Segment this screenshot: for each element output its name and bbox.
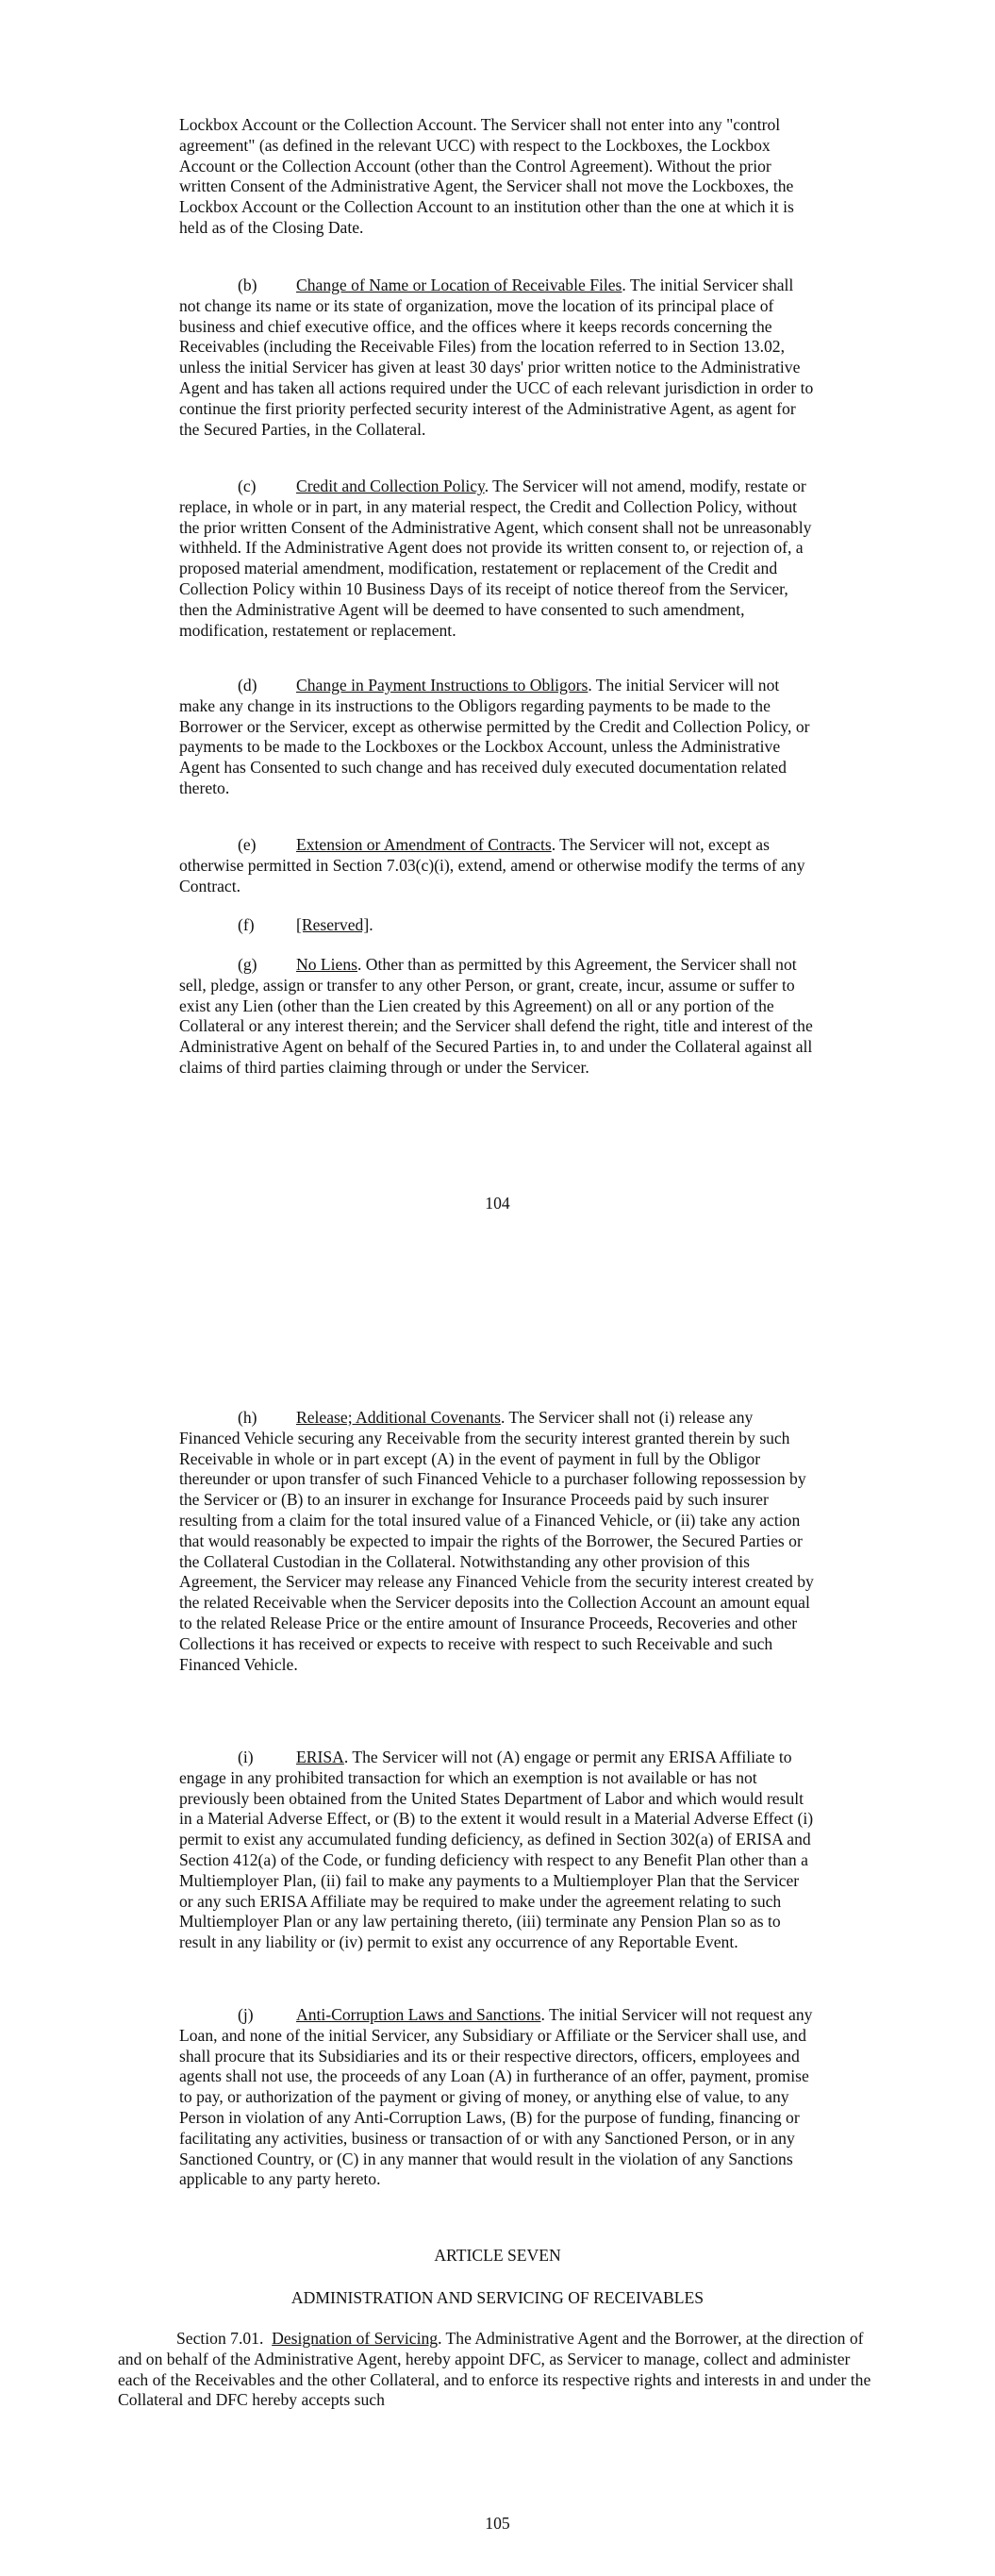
clause-e-text: . The Servicer will not, except as otherwise permitted in Section 7.03(c)(i), extend, amend or otherwise modify the terms of any Contract. (179, 835, 805, 895)
clause-e-heading: Extension or Amendment of Contracts (296, 835, 552, 854)
section-7-01-label: Section 7.01. (176, 2329, 264, 2348)
clause-d-text: . The initial Servicer will not make any change in its instructions to the Obligors regarding payments to be made to the Borrower or the Servicer, except as otherwise permitted by the Credit and Collection Policy, or payments to be made to the Lockboxes or the Lockbox Account, unless the Administrative Agent has Consented to such change and has received duly executed documentation related thereto. (179, 676, 810, 797)
clause-g-heading: No Liens (296, 955, 357, 974)
clause-b-text: . The initial Servicer shall not change its name or its state of organization, move the location of its principal place of business and chief executive office, and the offices where it keeps records concerning the Receivables (including the Receivable Files) from the location referred to in Section 13.02, unless the initial Servicer has given at least 30 days' prior written notice to the Administrative Agent and has taken all actions required under the UCC of each relevant jurisdiction in order to continue the first priority perfected security interest of the Administrative Agent, as agent for the Secured Parties, in the Collateral. (179, 276, 814, 439)
clause-b-label: (b) (238, 276, 257, 294)
clause-i-text: . The Servicer will not (A) engage or permit any ERISA Affiliate to engage in any prohibited transaction for which an exemption is not available or has not previously been obtained from the United States Department of Labor and which would result in a Material Adverse Effect, or (B) to the extent it would result in a Material Adverse Effect (i) permit to exist any accumulated funding deficiency, as defined in Section 302(a) of ERISA and Section 412(a) of the Code, or funding deficiency with respect to any Benefit Plan other than a Multiemployer Plan, (ii) fail to make any payments to a Multiemployer Plan that the Servicer or any such ERISA Affiliate may be required to make under the agreement relating to such Multiemployer Plan or any law pertaining thereto, (iii) terminate any Pension Plan so as to result in any liability or (iv) permit to exist any occurrence of any Reportable Event. (179, 1748, 814, 1952)
clause-e (179, 835, 816, 896)
clause-f-label: (f) (238, 915, 255, 934)
clause-e-label: (e) (238, 835, 257, 854)
clause-j-label: (j) (238, 2005, 254, 2024)
paragraph-continuation (179, 115, 816, 239)
clause-h-text: . The Servicer shall not (i) release any Financed Vehicle securing any Receivable from the security interest granted therein by such Receivable in whole or in part except (A) in the event of payment in full by the Obligor thereunder or upon transfer of such Financed Vehicle to a purchaser following repossession by the Servicer or (B) to an insurer in exchange for Insurance Proceeds paid by such insurer resulting from a claim for the total insured value of a Financed Vehicle, or (ii) take any action that would reasonably be expected to impair the rights of the Borrower, the Secured Parties or the Collateral Custodian in the Collateral. Notwithstanding any other provision of this Agreement, the Servicer may release any Financed Vehicle from the security interest created by the related Receivable when the Servicer deposits into the Collection Account an amount equal to the related Release Price or the entire amount of Insurance Proceeds, Recoveries and other Collections it has received or expects to receive with respect to such Receivable and such Financed Vehicle. (179, 1408, 814, 1674)
article-subtitle: ADMINISTRATION AND SERVICING OF RECEIVABLES (290, 2288, 705, 2307)
section-7-01 (118, 2329, 872, 2411)
clause-d (179, 676, 816, 799)
section-7-01-heading: Designation of Servicing (272, 2329, 439, 2348)
clause-d-heading: Change in Payment Instructions to Obligors (296, 676, 589, 694)
section-7-01-text: . The Administrative Agent and the Borrower, at the direction of and on behalf of the Administrative Agent, hereby appoint DFC, as Servicer to manage, collect and administer each of the Receivables and the other Collateral, and to enforce its respective rights and interests in and under the Collateral and DFC hereby accepts such (118, 2329, 871, 2410)
clause-c-label: (c) (238, 477, 257, 495)
clause-c (179, 477, 816, 641)
clause-h (179, 1408, 816, 1675)
article-title: ARTICLE SEVEN (434, 2246, 561, 2265)
clause-f-heading: [Reserved] (296, 915, 370, 934)
clause-b (179, 276, 816, 440)
clause-g-text: . Other than as permitted by this Agreement, the Servicer shall not sell, pledge, assign or transfer to any other Person, or grant, create, incur, assume or suffer to exist any Lien (other than the Lien created by this Agreement) on all or any portion of the Collateral or any interest therein; and the Servicer shall defend the right, title and interest of the Administrative Agent on behalf of the Secured Parties in, to and under the Collateral against all claims of third parties claiming through or under the Servicer. (179, 955, 813, 1077)
clause-i-heading: ERISA (296, 1748, 344, 1766)
page-number: 104 (485, 1194, 510, 1213)
clause-f-text: . (369, 915, 373, 934)
clause-f (179, 915, 816, 936)
clause-h-heading: Release; Additional Covenants (296, 1408, 501, 1427)
clause-i-label: (i) (238, 1748, 254, 1766)
clause-j-heading: Anti-Corruption Laws and Sanctions (296, 2005, 541, 2024)
continuation-text: Lockbox Account or the Collection Account. The Servicer shall not enter into any "control agreement" (as defined in the relevant UCC) with respect to the Lockboxes, the Lockbox Account or the Collection Account (other than the Control Agreement). Without the prior written Consent of the Administrative Agent, the Servicer shall not move the Lockboxes, the Lockbox Account or the Collection Account to an institution other than the one at which it is held as of the Closing Date. (179, 115, 794, 237)
clause-c-heading: Credit and Collection Policy (296, 477, 485, 495)
clause-b-heading: Change of Name or Location of Receivable Files (296, 276, 622, 294)
clause-h-label: (h) (238, 1408, 257, 1427)
page-number: 105 (485, 2514, 510, 2533)
clause-j (179, 2005, 816, 2190)
clause-d-label: (d) (238, 676, 257, 694)
clause-g-label: (g) (238, 955, 257, 974)
clause-g (179, 955, 816, 1079)
clause-j-text: . The initial Servicer will not request any Loan, and none of the initial Servicer, any Subsidiary or Affiliate or the Servicer shall use, and shall procure that its Subsidiaries and its or their respective directors, officers, employees and agents shall not use, the proceeds of any Loan (A) in furtherance of an offer, payment, promise to pay, or authorization of the payment or giving of money, or anything else of value, to any Person in violation of any Anti-Corruption Laws, (B) for the purpose of funding, financing or facilitating any activities, business or transaction of or with any Sanctioned Person, or in any Sanctioned Country, or (C) in any manner that would result in the violation of any Sanctions applicable to any party hereto. (179, 2005, 813, 2189)
clause-i (179, 1748, 816, 1953)
page-105 (0, 1340, 995, 2576)
clause-c-text: . The Servicer will not amend, modify, restate or replace, in whole or in part, in any material respect, the Credit and Collection Policy, without the prior written Consent of the Administrative Agent, which consent shall not be unreasonably withheld. If the Administrative Agent does not provide its written consent to, or rejection of, a proposed material amendment, modification, restatement or replacement of the Credit and Collection Policy within 10 Business Days of its receipt of notice thereof from the Servicer, then the Administrative Agent will be deemed to have consented to such amendment, modification, restatement or replacement. (179, 477, 812, 640)
